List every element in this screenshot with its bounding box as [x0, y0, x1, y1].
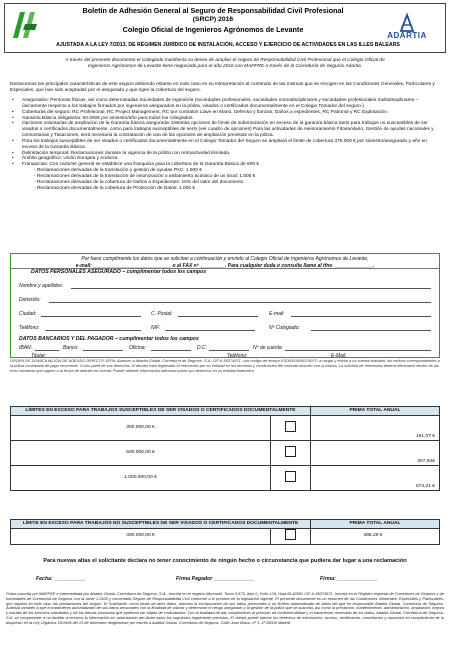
header [4, 3, 446, 53]
bank-label: Banco: [63, 345, 79, 351]
declaration-text: Para nuevas altas el solicitante declara no tener conocimiento de ningún hecho o circunstancia que pudiera dar lugar a una reclamación [43, 558, 407, 564]
green-emblem-icon [11, 10, 39, 40]
member-field[interactable] [311, 330, 431, 331]
phone-label: Teléfono: [19, 325, 40, 331]
send-contacts: e-mail: ____________________________ o al FAX nº _________. Para cualquier duda o consulta llame al tfno ______________. [75, 262, 375, 269]
limit-cell: 1.000.000,00 € [11, 465, 271, 490]
send-instructions: Por favor cumplimente los datos que se solicitan a continuación y envíelo al Colegio Oficial de Ingenieros Agrónomos de Levante, [81, 256, 369, 262]
postal-field[interactable] [178, 316, 258, 317]
option-checkbox[interactable] [285, 529, 296, 540]
franchise-sub-item: - Reclamaciones derivadas de la tramitación y gestión de ayudas PAC: 1.500 € [34, 168, 202, 174]
dc-field[interactable] [209, 350, 249, 351]
payer-phone-label: Teléfono: [227, 353, 248, 359]
feature-item: • Franquicias: Con carácter general se establece una franquicia para la cobertura de la Garantía Básica de 600 € [10, 162, 442, 168]
name-field[interactable] [71, 288, 431, 289]
checkbox-cell [271, 528, 311, 544]
postal-label: C. Postal: [151, 311, 173, 317]
date-signature[interactable]: Fecha: ___________ [36, 576, 86, 582]
adartia-mark-icon [375, 11, 439, 33]
table-row [11, 415, 440, 440]
premium-cell: 307,84€ [311, 440, 440, 465]
office-field[interactable] [151, 350, 191, 351]
feature-item: • Opciones voluntarias de ampliación de la Garantía básica asegurada: Distintas opciones de límite de indemnización en exceso de la garantía básica tanto para trabajos no susceptibles de ser visados o certificados documentalmente, como para trabajos susceptibles de serlo (ver cuadro de opciones) Para las actividades de Asesoramiento Fitosanitario, Gestión de ayudas nacionales y comunitarias y Tasaciones, será necesaria la contratación de una de las opciones de ampliación previstas en la póliza. [10, 121, 442, 139]
account-field[interactable] [285, 350, 431, 351]
city-field[interactable] [41, 316, 141, 317]
premium-cell: 573,21 € [311, 465, 440, 490]
intro-line-2: Ingenieros Agrónomos de Levante tiene negociado para el año 2016 con MAPFRE a través de la Correduría de Seguros Adartia. [87, 63, 363, 69]
member-label: Nº Colegiado: [269, 325, 300, 331]
adartia-logo [375, 11, 439, 43]
limit-header: LÍMITES EN EXCESO PARA TRABAJOS SUSCEPTIBLES DE SER VISADOS O CERTIFICADOS DOCUMENTALMENTE [11, 407, 311, 416]
nif-label: NIF: [151, 325, 161, 331]
intro-text [10, 58, 440, 70]
no-visado-limits-table [10, 519, 440, 545]
adartia-brand-text: ADARTIA [387, 31, 427, 41]
doc-title: Boletín de Adhesión General al Seguro de Responsabilidad Civil Profesional [82, 6, 344, 15]
doc-subtitle: (SRCP) 2016 [192, 16, 234, 23]
feature-item: • Garantía Básica obligatoria: 60.000€ por siniestro/año para todos los colegiados. [10, 116, 442, 122]
premium-header: PRIMA TOTAL ANUAL [311, 520, 440, 529]
iban-field[interactable] [35, 350, 59, 351]
legal-footer: Póliza suscrita por MAPFRE e intermediada por Adartia Global, Correduría de Seguros, S.A.. Inscrita en el registro Mercantil, Tomo 4.575, libro 0, Folio 139, Hoja BI-42981 CIF A-95374971. Inscrita en el Registro especial de Corredores de Seguros y de sociedades de Correduría de Seguros con la clave J-2428 y concertado Seguro de Responsabilidad Civil conforme a lo previsto en la legislación vigente. El presente documento es un resumen de las Condiciones Generales, Especiales y Particulares, que regulan en todo caso las prestaciones del seguro. El Solicitante, como titular de tales datos, autoriza la incorporación de sus datos personales a un fichero automatizado de datos del que es responsable Adartia Global, Correduría de Seguros. Autoriza también a que el tratamiento automatizado de sus datos personales con la finalidad de valorar y determinar el riesgo asegurado y la gestión de la póliza que se suscriba, así como la prestación, mantenimiento, administración, ampliación, mejora y estudio de los servicios solicitados y de los demás productos que pudieran ser objeto de contratación. Con la finalidad de dar cumplimiento al principio de confidencialidad y el tratamiento reservado de los datos, Adartia Global, Correduría de Seguros, S.A. se compromete a no facilitar a terceros la información sin autorización del titular salvo los supuestos legalmente previstos. El cliente puede ejercer los derechos de información, acceso, rectificación, cancelación y oposición en cumplimiento de lo dispuesto en la Ley Orgánica 15/1999 del 13 de diciembre dirigiéndose por escrito a Adartia Global, Correduría de Seguros, Calle Juan Bravo, nº 3, 4º 28006 Madrid. [6, 591, 444, 625]
personal-data-title: DATOS PERSONALES ASEGURADO – cumplimentar todos los campos [31, 269, 207, 275]
divider [11, 268, 439, 269]
premium-cell: 488,29 € [311, 528, 440, 544]
feature-item: • Coberturas del seguro: RC Profesional, RC Project Management, RC por contratos Llave en Mano, Defensa y fianzas, Daños a expedientes, RC Patronal y RC Explotación. [10, 110, 442, 116]
checkbox-cell [271, 415, 311, 440]
intro-line-1: A través del presente documento el Colegiado manifiesta su deseo de ampliar el seguro de Responsabilidad Civil Profesional que el Colegio Oficial de [65, 58, 385, 63]
iban-label: IBAN: [19, 345, 33, 351]
form-box [10, 253, 440, 358]
premium-header: PRIMA TOTAL ANUAL [311, 407, 440, 416]
city-label: Ciudad: [19, 311, 37, 317]
applicant-signature[interactable]: Firma: ______________ [320, 576, 378, 582]
table-row [11, 528, 440, 544]
bank-field[interactable] [83, 350, 123, 351]
nif-field[interactable] [165, 330, 255, 331]
option-checkbox[interactable] [285, 446, 296, 457]
feature-item: • Ámbito geográfico: Unión Europea y Andorra. [10, 156, 442, 162]
limit-cell: 300.000,00 € [11, 415, 271, 440]
limit-cell: 300.000,00 € [11, 528, 271, 544]
bank-data-title: DATOS BANCARIOS Y DEL PAGADOR – cumplimentar todos los campos [19, 336, 199, 342]
payer-signature[interactable]: Firma Pagador ______________ [176, 576, 255, 582]
table-row [11, 465, 440, 490]
franchise-sub-item: - Reclamaciones derivadas de la cobertura de Protección de Datos: 1.000 € [34, 185, 196, 191]
checkbox-cell [271, 465, 311, 490]
payer-email-label: E-Mail: [331, 353, 347, 359]
franchise-sub-item: - Reclamaciones derivadas de la cobertura de Daños a Expedientes: 10% del valor del documento [34, 179, 244, 185]
visado-limits-table [10, 406, 440, 491]
premium-cell: 191,07 € [311, 415, 440, 440]
limit-cell: 600.000,00 € [11, 440, 271, 465]
checkbox-cell [271, 440, 311, 465]
feature-item: • Asegurados: Personas físicas, así como determinadas Sociedades de ingeniería (sociedades profesionales, sociedades monodisciplinares y sociedades profesionales multidisciplinares – únicamente respecto a los trabajos firmados por ingenieros asegurados en la póliza, visados o certificados documentalmente en el Colegio Tomador del seguro-) [10, 98, 442, 110]
law-note: AJUSTADA A LA LEY 7/2013, DE RÉGIMEN JURÍDICO DE INSTALACIÓN, ACCESO Y EJERCICIO DE ACTIVIDADES EN LAS ILLES BALEARS [56, 42, 400, 48]
dc-label: D.C: [197, 345, 207, 351]
franchise-sub-item: - Reclamaciones derivadas de la tramitación de insonoración o aislamiento acústico de un local: 1.500 € [34, 173, 256, 179]
phone-field[interactable] [45, 330, 141, 331]
college-name: Colegio Oficial de Ingenieros Agrónomos de Levante [122, 25, 304, 34]
email-field[interactable] [291, 316, 431, 317]
account-label: Nº de cuenta [253, 345, 282, 351]
limit-header: LÍMITE EN EXCESO PARA TRABAJOS NO SUSCEPTIBLES DE SER VISADOS O CERTIFICADOS DOCUMENTALMENTE [11, 520, 311, 529]
option-checkbox[interactable] [285, 471, 296, 482]
features-list [10, 98, 442, 192]
feature-item: • Para los trabajos susceptibles de ser visados o certificados documentalmente en el Colegio Tomador del Seguro se ampliará el límite de cobertura 375.000 € por siniestro/asegurado y año en exceso de la Garantía Básica. [10, 139, 442, 151]
office-label: Oficina: [129, 345, 146, 351]
table-header-row [11, 407, 440, 416]
address-field[interactable] [49, 302, 431, 303]
description-paragraph: Destacamos las principales características de este seguro debiendo estarse en todo caso en su interpretación al contenido de las mismas que se recogen en las Condiciones Generales, Particulares y Especiales, que han sido aceptadas por el asegurado y que rigen la cobertura del seguro. [10, 82, 435, 93]
table-header-row [11, 520, 440, 529]
address-label: Domicilio: [19, 297, 41, 303]
table-row [11, 440, 440, 465]
name-label: Nombre y apellidos: [19, 283, 64, 289]
holder-label: Titular: [31, 353, 47, 359]
feature-item: • Delimitación temporal: Reclamaciones durante la vigencia de la póliza con retroactividad ilimitada. [10, 151, 442, 157]
option-checkbox[interactable] [285, 421, 296, 432]
email-label: E-mail: [269, 311, 285, 317]
sepa-note: ORDEN DE DOMICILIACIÓN DE ADEUDO DIRECTO SEPA: Autorizo a Adartia Global, Correduría de Seguros, S.A. CIF A-95374971, con código de emisor ES00001A95374971, a cargar y enviar a mi cuenta indicada, los recibos correspondientes a la póliza contratada de pago recurrente. Como parte de sus derechos, el deudor está legitimado al reembolso por su entidad en los términos y condiciones del contrato suscrito con la misma. La solicitud de reembolso deberá efectuarse dentro de las ocho semanas que siguen a la fecha de adeudo en cuenta. Puede obtener información adicional sobre sus derechos en su entidad financiera. [10, 358, 440, 373]
